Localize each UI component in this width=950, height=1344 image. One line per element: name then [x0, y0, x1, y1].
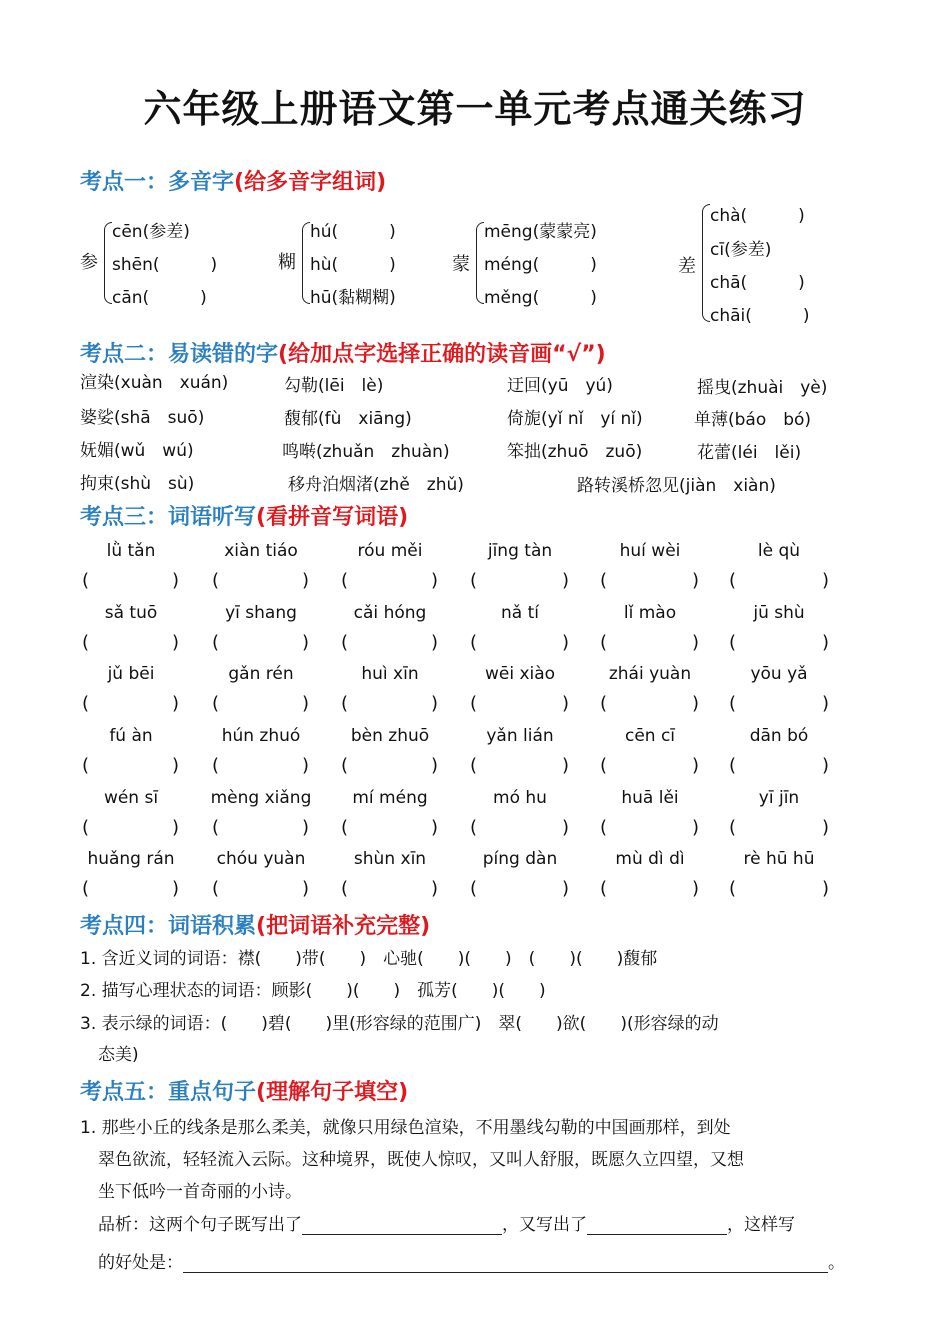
pinyin-prompt: mèng xiǎng — [210, 788, 312, 808]
pinyin-prompt: zhái yuàn — [608, 664, 692, 684]
answer-paren-open[interactable]: ( — [600, 755, 608, 776]
answer-paren-close[interactable]: ) — [172, 755, 180, 776]
answer-paren-close[interactable]: ) — [692, 632, 700, 653]
reading[interactable]: mēng(蒙蒙亮) — [484, 222, 597, 242]
pinyin-prompt: lǐ mào — [623, 603, 677, 623]
section2-heading — [80, 337, 606, 368]
analysis-line-2 — [98, 1248, 845, 1273]
answer-paren-open[interactable]: ( — [729, 570, 737, 591]
answer-paren-open[interactable]: ( — [600, 878, 608, 899]
answer-paren-close[interactable]: ) — [302, 693, 310, 714]
pronunciation-item[interactable]: 馥郁(fù xiāng) — [284, 409, 412, 429]
answer-paren-open[interactable]: ( — [212, 878, 220, 899]
answer-blank-1[interactable] — [302, 1216, 502, 1235]
pronunciation-item[interactable]: 路转溪桥忽见(jiàn xiàn) — [577, 476, 776, 496]
pronunciation-item[interactable]: 拘束(shù sù) — [80, 474, 195, 494]
pinyin-prompt: huí wèi — [619, 541, 681, 561]
pinyin-prompt: xiàn tiáo — [224, 541, 298, 561]
vocab-line-3-cont: 态美) — [98, 1045, 139, 1065]
answer-paren-open[interactable]: ( — [470, 570, 478, 591]
section2-heading-main: 考点二：易读错的字 — [80, 342, 279, 367]
pinyin-prompt: yī shang — [225, 603, 297, 623]
section1-heading-instruction: (给多音字组词) — [234, 170, 387, 195]
pinyin-prompt: píng dàn — [482, 849, 558, 869]
pinyin-prompt: huǎng rán — [87, 849, 175, 869]
answer-blank-3[interactable] — [183, 1254, 828, 1273]
answer-paren-close[interactable]: ) — [562, 817, 570, 838]
answer-paren-open[interactable]: ( — [212, 693, 220, 714]
pronunciation-item[interactable]: 妩媚(wǔ wú) — [80, 441, 194, 461]
answer-paren-open[interactable]: ( — [600, 632, 608, 653]
answer-paren-close[interactable]: ) — [562, 755, 570, 776]
answer-paren-close[interactable]: ) — [822, 693, 830, 714]
reading[interactable]: chāi( ) — [710, 306, 810, 326]
pinyin-prompt: hún zhuó — [221, 726, 301, 746]
passage-line: 1. 那些小丘的线条是那么柔美，就像只用绿色渲染，不用墨线勾勒的中国画那样，到处 — [80, 1118, 731, 1138]
answer-paren-open[interactable]: ( — [729, 878, 737, 899]
reading[interactable]: cēn(参差) — [112, 222, 190, 242]
reading[interactable]: chā( ) — [710, 273, 805, 293]
pronunciation-item[interactable]: 单薄(báo bó) — [694, 410, 812, 430]
answer-paren-close[interactable]: ) — [562, 632, 570, 653]
answer-paren-close[interactable]: ) — [692, 570, 700, 591]
analysis-label: 品析：这两个句子既写出了 — [98, 1215, 302, 1235]
answer-paren-close[interactable]: ) — [562, 693, 570, 714]
answer-paren-open[interactable]: ( — [82, 755, 90, 776]
answer-paren-close[interactable]: ) — [431, 570, 439, 591]
answer-paren-open[interactable]: ( — [729, 817, 737, 838]
pinyin-prompt: jū shù — [753, 603, 805, 623]
section3-heading-instruction: (看拼音写词语) — [256, 505, 409, 530]
answer-paren-close[interactable]: ) — [562, 570, 570, 591]
pinyin-prompt: bèn zhuō — [350, 726, 430, 746]
pinyin-prompt: huā lěi — [621, 788, 679, 808]
polyphone-char: 蒙 — [452, 254, 470, 275]
analysis-line — [98, 1210, 795, 1235]
pinyin-prompt: rè hū hū — [743, 849, 815, 869]
answer-paren-open[interactable]: ( — [470, 632, 478, 653]
answer-paren-close[interactable]: ) — [172, 878, 180, 899]
section4-heading — [80, 909, 430, 940]
brace — [476, 222, 484, 304]
pronunciation-item[interactable]: 婆娑(shā suō) — [80, 408, 205, 428]
section3-heading — [80, 500, 408, 531]
pinyin-prompt: wēi xiào — [484, 664, 556, 684]
reading[interactable]: hú( ) — [310, 222, 396, 242]
section3-heading-main: 考点三：词语听写 — [80, 505, 257, 530]
analysis-label: 的好处是： — [98, 1253, 183, 1273]
reading[interactable]: chà( ) — [710, 206, 805, 226]
pinyin-prompt: yōu yǎ — [750, 664, 808, 684]
section2-heading-instruction: (给加点字选择正确的读音画“√”) — [278, 342, 606, 367]
answer-paren-close[interactable]: ) — [822, 570, 830, 591]
pinyin-prompt: cēn cī — [624, 726, 676, 746]
answer-paren-open[interactable]: ( — [341, 693, 349, 714]
brace — [104, 222, 112, 304]
pronunciation-item[interactable]: 摇曳(zhuài yè) — [697, 378, 828, 398]
pronunciation-item[interactable]: 花蕾(léi lěi) — [697, 443, 802, 463]
answer-paren-close[interactable]: ) — [172, 693, 180, 714]
pronunciation-item[interactable]: 移舟泊烟渚(zhě zhǔ) — [288, 475, 464, 495]
answer-paren-open[interactable]: ( — [470, 693, 478, 714]
page-title: 六年级上册语文第一单元考点通关练习 — [143, 87, 807, 131]
brace — [702, 204, 710, 322]
answer-paren-close[interactable]: ) — [172, 632, 180, 653]
answer-paren-close[interactable]: ) — [692, 755, 700, 776]
answer-paren-close[interactable]: ) — [302, 632, 310, 653]
answer-paren-open[interactable]: ( — [212, 817, 220, 838]
answer-paren-open[interactable]: ( — [82, 693, 90, 714]
pinyin-prompt: yǎn lián — [486, 726, 554, 746]
reading[interactable]: shēn( ) — [112, 255, 218, 275]
pinyin-prompt: sǎ tuō — [104, 603, 158, 623]
pinyin-prompt: jǔ bēi — [107, 664, 155, 684]
analysis-text: ，这样写 — [727, 1215, 795, 1235]
answer-paren-open[interactable]: ( — [470, 755, 478, 776]
pronunciation-item[interactable]: 倚旎(yǐ nǐ yí nǐ) — [507, 409, 643, 429]
pinyin-prompt: lè qù — [757, 541, 801, 561]
answer-paren-open[interactable]: ( — [212, 632, 220, 653]
answer-paren-open[interactable]: ( — [729, 755, 737, 776]
pinyin-prompt: yī jīn — [758, 788, 800, 808]
answer-paren-open[interactable]: ( — [341, 817, 349, 838]
answer-paren-open[interactable]: ( — [600, 570, 608, 591]
answer-paren-close[interactable]: ) — [302, 878, 310, 899]
answer-paren-close[interactable]: ) — [302, 817, 310, 838]
section4-heading-instruction: (把词语补充完整) — [256, 914, 431, 939]
pinyin-prompt: fú àn — [109, 726, 153, 746]
answer-paren-close[interactable]: ) — [172, 817, 180, 838]
answer-paren-close[interactable]: ) — [692, 878, 700, 899]
section5-heading-main: 考点五：重点句子 — [80, 1080, 257, 1105]
answer-paren-open[interactable]: ( — [82, 570, 90, 591]
pinyin-prompt: jīng tàn — [487, 541, 553, 561]
pinyin-prompt: shùn xīn — [353, 849, 427, 869]
answer-paren-close[interactable]: ) — [822, 632, 830, 653]
pinyin-prompt: mó hu — [493, 788, 547, 808]
polyphone-char: 糊 — [278, 252, 296, 273]
answer-paren-close[interactable]: ) — [822, 755, 830, 776]
answer-paren-open[interactable]: ( — [600, 693, 608, 714]
pinyin-prompt: huì xīn — [361, 664, 419, 684]
answer-paren-open[interactable]: ( — [82, 878, 90, 899]
answer-paren-open[interactable]: ( — [600, 817, 608, 838]
answer-paren-close[interactable]: ) — [431, 755, 439, 776]
brace — [302, 222, 310, 304]
answer-paren-open[interactable]: ( — [212, 570, 220, 591]
answer-paren-close[interactable]: ) — [302, 570, 310, 591]
answer-paren-open[interactable]: ( — [470, 817, 478, 838]
answer-paren-close[interactable]: ) — [822, 817, 830, 838]
answer-paren-close[interactable]: ) — [172, 570, 180, 591]
polyphone-char: 参 — [80, 252, 98, 273]
answer-paren-open[interactable]: ( — [82, 632, 90, 653]
answer-paren-close[interactable]: ) — [431, 693, 439, 714]
reading[interactable]: cī(参差) — [710, 240, 772, 260]
pinyin-prompt: mí méng — [352, 788, 428, 808]
answer-paren-open[interactable]: ( — [470, 878, 478, 899]
pinyin-prompt: nǎ tí — [501, 603, 539, 623]
reading[interactable]: hū(黏糊糊) — [310, 288, 396, 308]
reading[interactable]: cān( ) — [112, 288, 207, 308]
passage-line: 坐下低吟一首奇丽的小诗。 — [98, 1182, 302, 1202]
pinyin-prompt: gǎn rén — [228, 664, 294, 684]
answer-paren-close[interactable]: ) — [431, 878, 439, 899]
answer-paren-close[interactable]: ) — [431, 817, 439, 838]
section4-heading-main: 考点四：词语积累 — [80, 914, 257, 939]
answer-paren-open[interactable]: ( — [212, 755, 220, 776]
section1-heading — [80, 165, 386, 196]
vocab-line-2[interactable]: 2. 描写心理状态的词语：顾影( )( ) 孤芳( )( ) — [80, 981, 546, 1001]
answer-paren-open[interactable]: ( — [341, 570, 349, 591]
section5-heading — [80, 1075, 408, 1106]
answer-paren-close[interactable]: ) — [692, 693, 700, 714]
pronunciation-item[interactable]: 迂回(yū yú) — [507, 376, 613, 396]
pinyin-prompt: wén sī — [103, 788, 159, 808]
pinyin-prompt: róu měi — [357, 541, 423, 561]
answer-blank-2[interactable] — [587, 1216, 727, 1235]
pinyin-prompt: cǎi hóng — [353, 603, 427, 623]
reading[interactable]: hù( ) — [310, 255, 396, 275]
answer-paren-open[interactable]: ( — [341, 755, 349, 776]
answer-paren-close[interactable]: ) — [562, 878, 570, 899]
answer-paren-close[interactable]: ) — [302, 755, 310, 776]
answer-paren-open[interactable]: ( — [82, 817, 90, 838]
analysis-end: 。 — [828, 1253, 845, 1273]
polyphone-char: 差 — [678, 256, 696, 277]
answer-paren-close[interactable]: ) — [822, 878, 830, 899]
pinyin-prompt: mù dì dì — [615, 849, 685, 869]
pronunciation-item[interactable]: 勾勒(lēi lè) — [284, 376, 384, 396]
reading[interactable]: měng( ) — [484, 288, 597, 308]
reading[interactable]: méng( ) — [484, 255, 597, 275]
pinyin-prompt: lǜ tǎn — [106, 541, 156, 561]
pronunciation-item[interactable]: 笨拙(zhuō zuō) — [507, 442, 643, 462]
vocab-line-1[interactable]: 1. 含近义词的词语：襟( )带( ) 心驰( )( ) ( )( )馥郁 — [80, 949, 658, 969]
section1-heading-main: 考点一：多音字 — [80, 170, 235, 195]
pinyin-prompt: dān bó — [749, 726, 809, 746]
pinyin-prompt: chóu yuàn — [216, 849, 306, 869]
answer-paren-close[interactable]: ) — [431, 632, 439, 653]
answer-paren-close[interactable]: ) — [692, 817, 700, 838]
answer-paren-open[interactable]: ( — [729, 693, 737, 714]
pronunciation-item[interactable]: 渲染(xuàn xuán) — [80, 373, 229, 393]
analysis-text: ，又写出了 — [502, 1215, 587, 1235]
section5-heading-instruction: (理解句子填空) — [256, 1080, 409, 1105]
answer-paren-open[interactable]: ( — [729, 632, 737, 653]
answer-paren-open[interactable]: ( — [341, 632, 349, 653]
answer-paren-open[interactable]: ( — [341, 878, 349, 899]
vocab-line-3[interactable]: 3. 表示绿的词语：( )碧( )里(形容绿的范围广) 翠( )欲( )(形容绿的动 — [80, 1014, 719, 1034]
pronunciation-item[interactable]: 鸣啭(zhuǎn zhuàn) — [282, 442, 450, 462]
passage-line: 翠色欲流，轻轻流入云际。这种境界，既使人惊叹，又叫人舒服，既愿久立四望，又想 — [98, 1150, 744, 1170]
